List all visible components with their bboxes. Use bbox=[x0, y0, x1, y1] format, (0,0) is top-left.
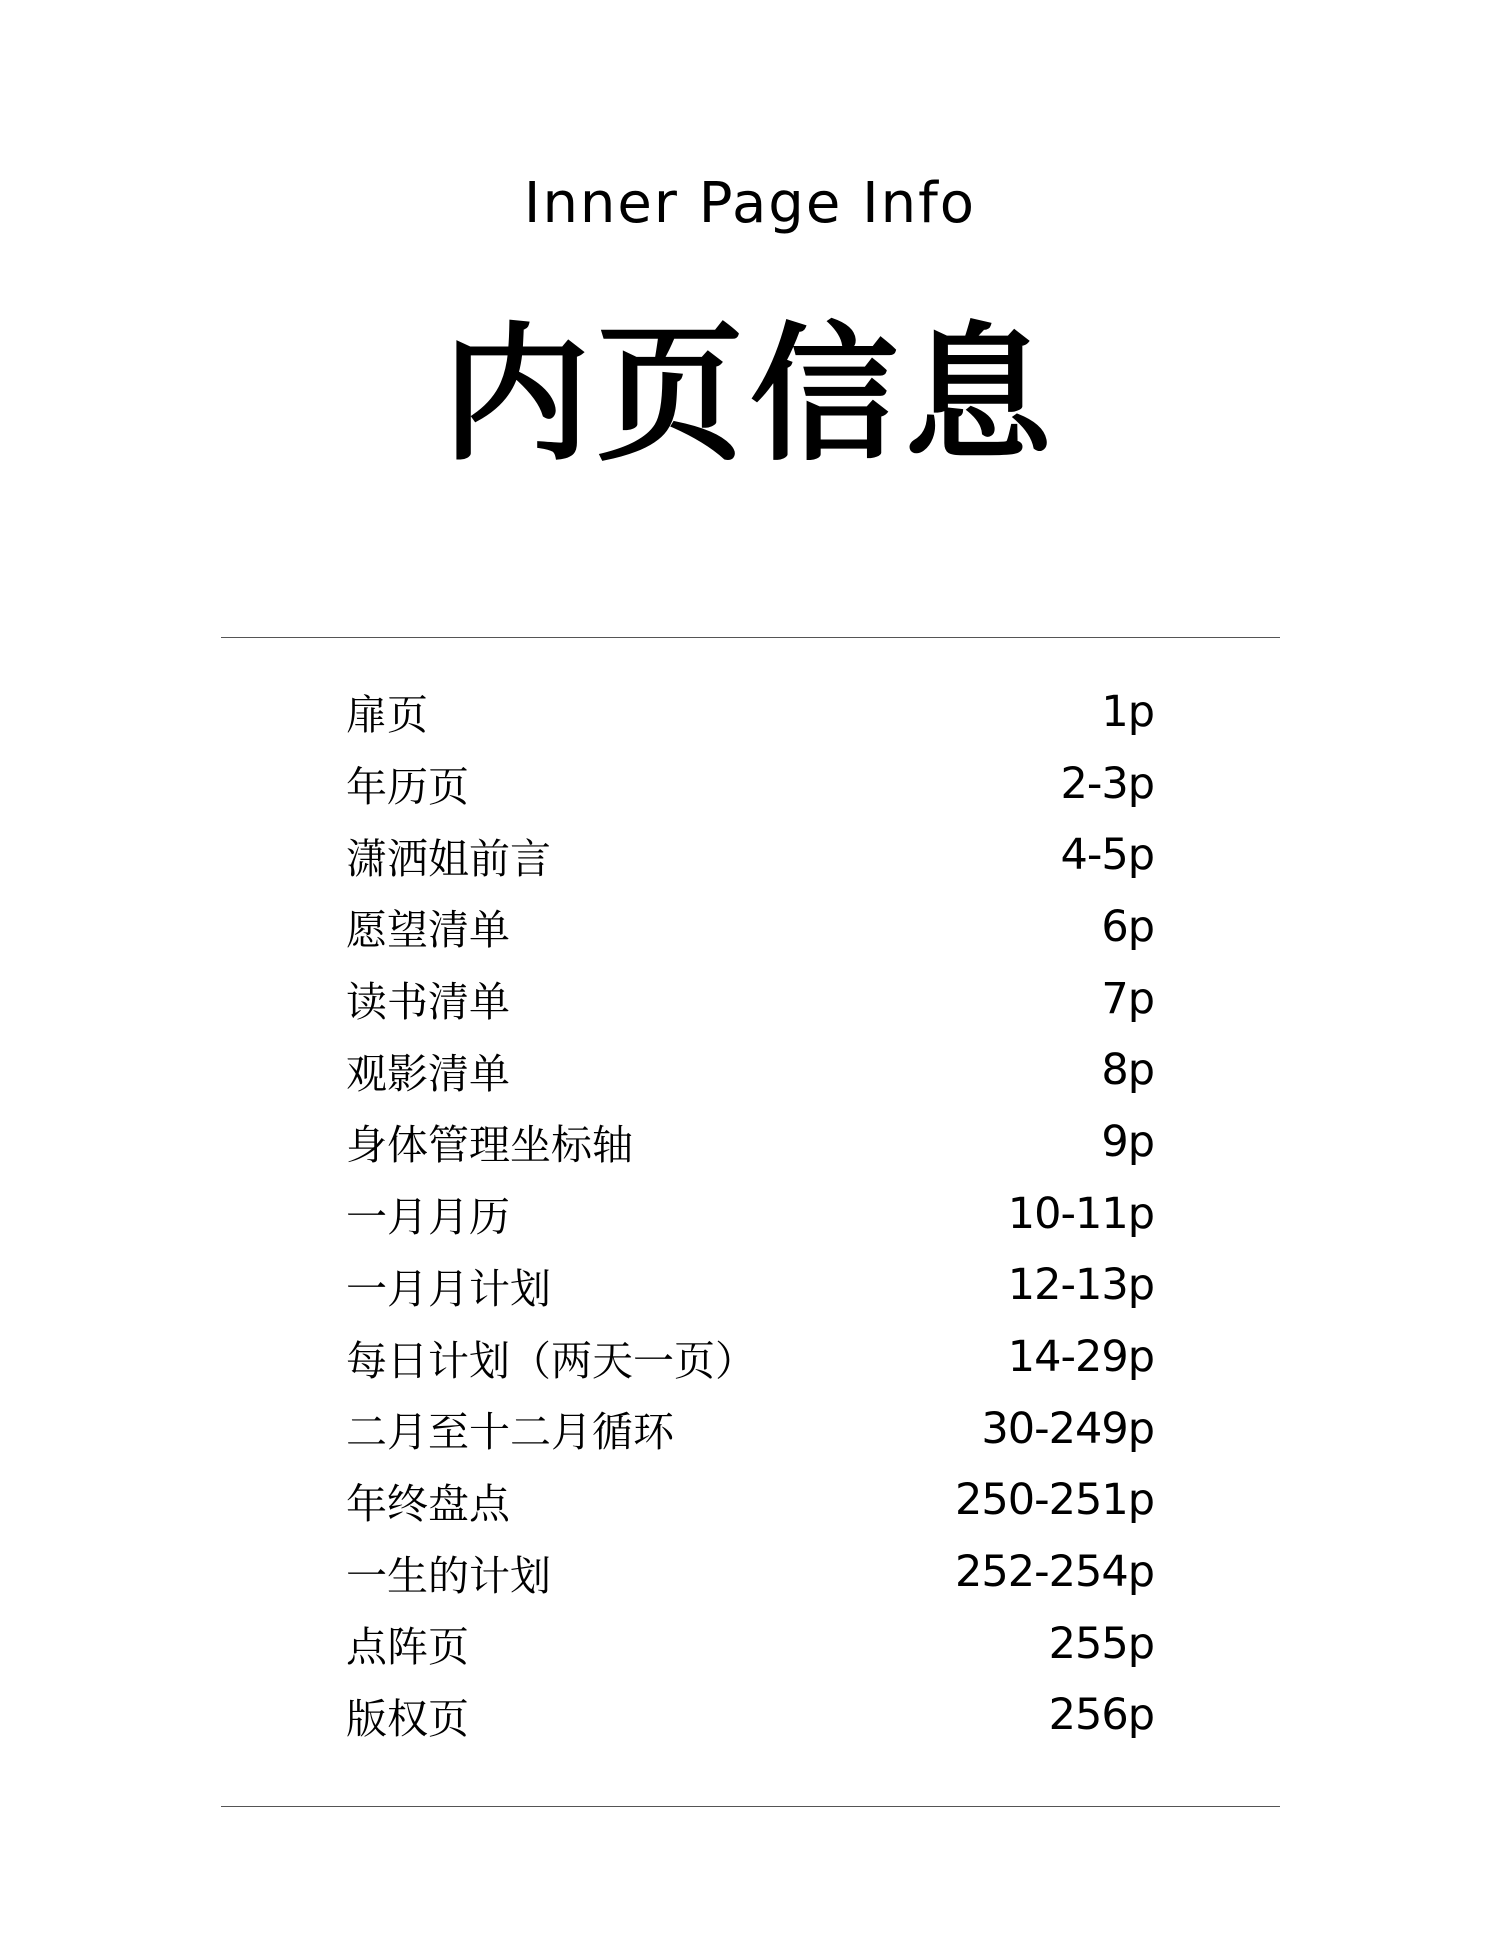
toc-row bbox=[346, 1680, 1154, 1752]
toc-label: 扉页 bbox=[346, 691, 428, 740]
bottom-divider bbox=[221, 1806, 1280, 1807]
toc-page-number: 256p bbox=[1048, 1690, 1154, 1741]
toc-page-number: 7p bbox=[1101, 973, 1154, 1024]
toc-row bbox=[346, 1536, 1154, 1608]
toc-row bbox=[346, 891, 1154, 963]
toc-page-number: 252-254p bbox=[955, 1547, 1154, 1598]
toc-row bbox=[346, 1106, 1154, 1178]
toc-label: 一月月历 bbox=[346, 1193, 510, 1242]
toc-label: 读书清单 bbox=[346, 978, 510, 1027]
toc-label: 二月至十二月循环 bbox=[346, 1408, 674, 1457]
toc-page-number: 9p bbox=[1101, 1116, 1154, 1167]
table-of-contents bbox=[346, 676, 1154, 1751]
toc-page-number: 30-249p bbox=[981, 1403, 1154, 1454]
toc-page-number: 4-5p bbox=[1060, 830, 1154, 881]
toc-page-number: 12-13p bbox=[1007, 1260, 1154, 1311]
toc-label: 每日计划（两天一页） bbox=[346, 1336, 756, 1385]
page-title: 内页信息 bbox=[442, 309, 1058, 481]
toc-page-number: 255p bbox=[1048, 1618, 1154, 1669]
toc-label: 观影清单 bbox=[346, 1049, 510, 1098]
toc-row bbox=[346, 1465, 1154, 1537]
toc-row bbox=[346, 963, 1154, 1035]
toc-label: 一生的计划 bbox=[346, 1551, 551, 1600]
toc-row bbox=[346, 748, 1154, 820]
toc-row bbox=[346, 1250, 1154, 1322]
toc-page-number: 2-3p bbox=[1060, 758, 1154, 809]
toc-label: 潇洒姐前言 bbox=[346, 834, 551, 883]
toc-label: 版权页 bbox=[346, 1694, 469, 1743]
toc-row bbox=[346, 1178, 1154, 1250]
toc-label: 年历页 bbox=[346, 763, 469, 812]
toc-row bbox=[346, 1393, 1154, 1465]
toc-label: 年终盘点 bbox=[346, 1479, 510, 1528]
toc-page-number: 8p bbox=[1101, 1045, 1154, 1096]
toc-label: 点阵页 bbox=[346, 1623, 469, 1672]
toc-page-number: 1p bbox=[1101, 686, 1154, 737]
top-divider bbox=[221, 637, 1280, 638]
toc-label: 身体管理坐标轴 bbox=[346, 1121, 633, 1170]
toc-row bbox=[346, 676, 1154, 748]
toc-label: 愿望清单 bbox=[346, 906, 510, 955]
toc-row bbox=[346, 1034, 1154, 1106]
toc-row bbox=[346, 1321, 1154, 1393]
toc-label: 一月月计划 bbox=[346, 1264, 551, 1313]
english-subtitle: Inner Page Info bbox=[523, 171, 977, 236]
toc-page-number: 250-251p bbox=[955, 1475, 1154, 1526]
toc-page-number: 6p bbox=[1101, 901, 1154, 952]
toc-page-number: 14-29p bbox=[1007, 1332, 1154, 1383]
toc-row bbox=[346, 819, 1154, 891]
toc-row bbox=[346, 1608, 1154, 1680]
toc-page-number: 10-11p bbox=[1007, 1188, 1154, 1239]
